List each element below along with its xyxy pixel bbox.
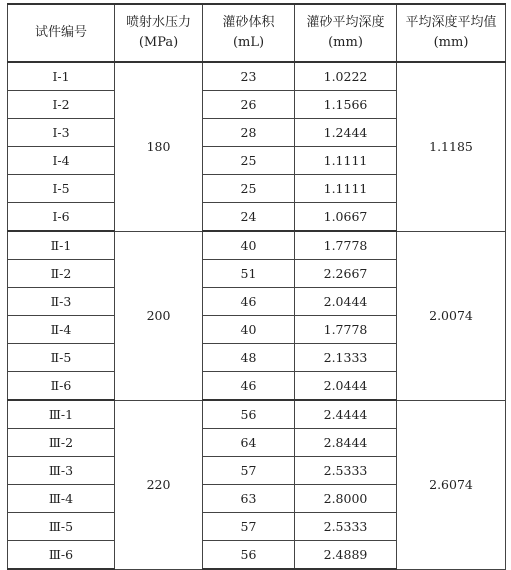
table-header — [8, 4, 506, 62]
header-unit: (mm) — [328, 35, 363, 50]
cell-specimen-id: Ⅱ-4 — [8, 316, 115, 344]
header-unit: (MPa) — [138, 35, 179, 50]
cell-specimen-id: Ⅲ-3 — [8, 457, 115, 485]
cell-sand-volume: 46 — [203, 288, 295, 316]
cell-specimen-id: Ⅰ-4 — [8, 147, 115, 175]
cell-sand-volume: 64 — [203, 429, 295, 457]
cell-sand-volume: 56 — [203, 541, 295, 570]
cell-sand-volume: 25 — [203, 147, 295, 175]
cell-sand-volume: 57 — [203, 457, 295, 485]
cell-specimen-id: Ⅱ-6 — [8, 372, 115, 401]
cell-sand-volume: 28 — [203, 119, 295, 147]
cell-avg-depth: 2.8000 — [295, 485, 397, 513]
cell-sand-volume: 56 — [203, 400, 295, 429]
header-label: 灌砂平均深度 — [306, 15, 385, 30]
cell-specimen-id: Ⅰ-5 — [8, 175, 115, 203]
cell-sand-volume: 57 — [203, 513, 295, 541]
cell-water-pressure: 180 — [115, 62, 203, 231]
cell-avg-depth: 2.1333 — [295, 344, 397, 372]
cell-avg-depth: 2.5333 — [295, 513, 397, 541]
cell-sand-volume: 40 — [203, 231, 295, 260]
cell-water-pressure: 220 — [115, 400, 203, 569]
cell-specimen-id: Ⅰ-1 — [8, 62, 115, 91]
cell-specimen-id: Ⅲ-5 — [8, 513, 115, 541]
header-label: 平均深度平均值 — [405, 15, 497, 30]
cell-avg-depth: 2.0444 — [295, 288, 397, 316]
cell-mean-of-avg-depth: 1.1185 — [397, 62, 506, 231]
cell-specimen-id: Ⅰ-3 — [8, 119, 115, 147]
header-specimen-id — [8, 4, 115, 62]
cell-sand-volume: 63 — [203, 485, 295, 513]
data-table — [7, 3, 506, 570]
cell-avg-depth: 2.0444 — [295, 372, 397, 401]
cell-avg-depth: 2.2667 — [295, 260, 397, 288]
cell-avg-depth: 1.7778 — [295, 231, 397, 260]
cell-sand-volume: 46 — [203, 372, 295, 401]
cell-specimen-id: Ⅱ-2 — [8, 260, 115, 288]
table-row — [8, 400, 506, 429]
cell-avg-depth: 1.1566 — [295, 91, 397, 119]
table-row — [8, 231, 506, 260]
header-label: 灌砂体积 — [222, 15, 275, 30]
cell-sand-volume: 24 — [203, 203, 295, 232]
header-sand-volume — [203, 4, 295, 62]
header-unit: (mL) — [232, 35, 265, 50]
cell-specimen-id: Ⅲ-6 — [8, 541, 115, 570]
header-water-pressure — [115, 4, 203, 62]
header-avg-depth — [295, 4, 397, 62]
cell-water-pressure: 200 — [115, 231, 203, 400]
cell-avg-depth: 1.0667 — [295, 203, 397, 232]
cell-avg-depth: 1.0222 — [295, 62, 397, 91]
cell-avg-depth: 1.2444 — [295, 119, 397, 147]
table-row — [8, 62, 506, 91]
table-body — [8, 62, 506, 569]
header-unit: (mm) — [433, 35, 469, 50]
cell-sand-volume: 25 — [203, 175, 295, 203]
cell-specimen-id: Ⅰ-2 — [8, 91, 115, 119]
cell-avg-depth: 2.4444 — [295, 400, 397, 429]
cell-avg-depth: 2.8444 — [295, 429, 397, 457]
cell-avg-depth: 1.1111 — [295, 147, 397, 175]
cell-specimen-id: Ⅰ-6 — [8, 203, 115, 232]
cell-specimen-id: Ⅱ-1 — [8, 231, 115, 260]
cell-sand-volume: 40 — [203, 316, 295, 344]
cell-specimen-id: Ⅲ-4 — [8, 485, 115, 513]
table-container — [7, 3, 506, 570]
cell-mean-of-avg-depth: 2.6074 — [397, 400, 506, 569]
header-mean-of-avg-depth — [397, 4, 506, 62]
cell-specimen-id: Ⅱ-5 — [8, 344, 115, 372]
cell-avg-depth: 2.4889 — [295, 541, 397, 570]
header-label: 喷射水压力 — [125, 15, 191, 30]
cell-sand-volume: 48 — [203, 344, 295, 372]
cell-specimen-id: Ⅲ-2 — [8, 429, 115, 457]
header-row — [8, 4, 506, 62]
cell-avg-depth: 1.7778 — [295, 316, 397, 344]
header-label: 试件编号 — [34, 25, 87, 40]
cell-mean-of-avg-depth: 2.0074 — [397, 231, 506, 400]
cell-avg-depth: 1.1111 — [295, 175, 397, 203]
cell-specimen-id: Ⅱ-3 — [8, 288, 115, 316]
cell-sand-volume: 26 — [203, 91, 295, 119]
cell-sand-volume: 51 — [203, 260, 295, 288]
cell-specimen-id: Ⅲ-1 — [8, 400, 115, 429]
cell-avg-depth: 2.5333 — [295, 457, 397, 485]
cell-sand-volume: 23 — [203, 62, 295, 91]
